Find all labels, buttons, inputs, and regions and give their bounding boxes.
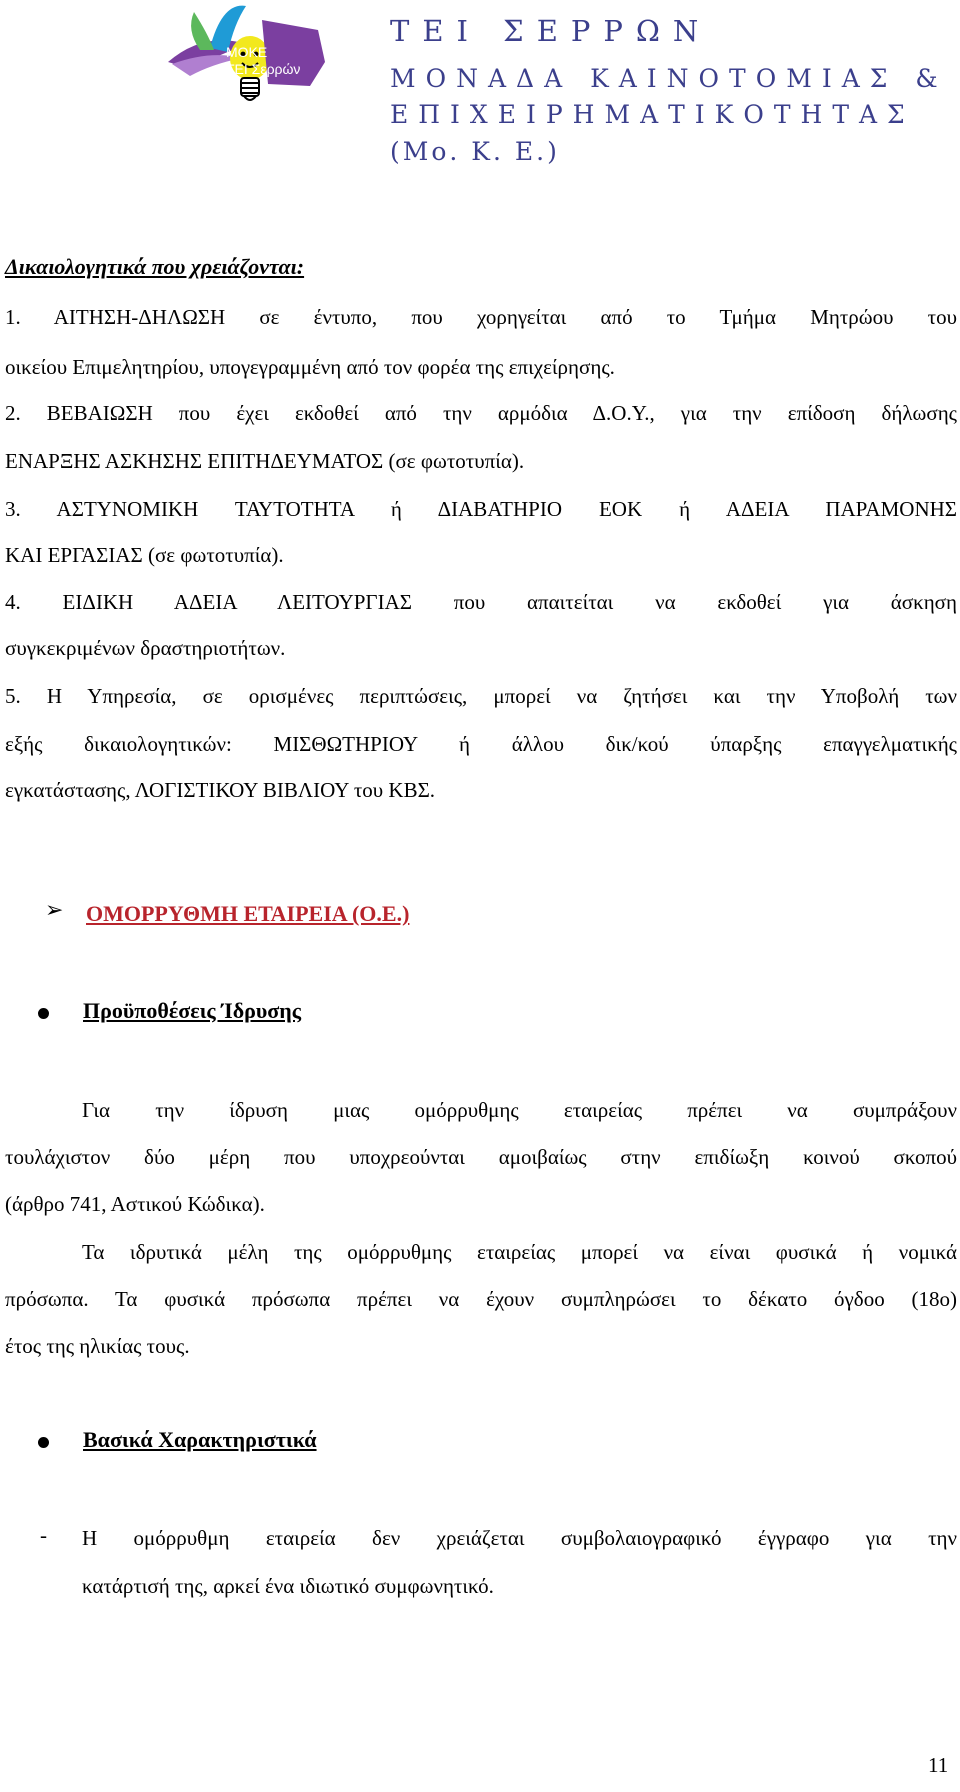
requirements-line: 3. ΑΣΤΥΝΟΜΙΚΗ ΤΑΥΤΟΤΗΤΑ ή ΔΙΑΒΑΤΗΡΙΟ ΕΟΚ ή ΑΔΕΙΑ ΠΑΡΑΜΟΝΗΣ [5,497,957,521]
prerequisites-line: (άρθρο 741, Αστικού Κώδικα). [5,1192,265,1216]
requirements-heading: Δικαιολογητικά που χρειάζονται: [5,254,305,279]
bullet-icon [38,1008,49,1019]
prerequisites-heading: Προϋποθέσεις Ίδρυσης [83,998,302,1023]
logo-line-2: ΤΕΙ Σερρών [226,61,301,77]
prerequisites-line: Τα ιδρυτικά μέλη της ομόρρυθμης εταιρείας μπορεί να είναι φυσικά ή νομικά [82,1240,957,1264]
header-line-2: ΜΟΝΑΔΑ ΚΑΙΝΟΤΟΜΙΑΣ & [390,64,948,93]
header-line-1: ΤΕΙ ΣΕΡΡΩΝ [390,14,712,48]
prerequisites-line: έτος της ηλικίας τους. [5,1334,190,1358]
requirements-line: 1. ΑΙΤΗΣΗ-ΔΗΛΩΣΗ σε έντυπο, που χορηγείται από το Τμήμα Μητρώου του [5,305,957,329]
requirements-line: ΚΑΙ ΕΡΓΑΣΙΑΣ (σε φωτοτυπία). [5,543,284,567]
prerequisites-line: τουλάχιστον δύο μέρη που υποχρεούνται αμοιβαίως στην επιδίωξη κοινού σκοπού [5,1145,957,1169]
section-title: ΟΜΟΡΡΥΘΜΗ ΕΤΑΙΡΕΙΑ (Ο.Ε.) [86,901,410,926]
prerequisites-line: πρόσωπα. Τα φυσικά πρόσωπα πρέπει να έχουν συμπληρώσει το δέκατο όγδοο (18ο) [5,1287,957,1311]
characteristics-heading: Βασικά Χαρακτηριστικά [83,1427,317,1452]
bullet-icon [38,1437,49,1448]
header-line-3: ΕΠΙΧΕΙΡΗΜΑΤΙΚΟΤΗΤΑΣ [390,100,915,129]
characteristics-line: Η ομόρρυθμη εταιρεία δεν χρειάζεται συμβολαιογραφικό έγγραφο για την [82,1526,957,1550]
requirements-line: συγκεκριμένων δραστηριοτήτων. [5,636,286,660]
requirements-line: 2. ΒΕΒΑΙΩΣΗ που έχει εκδοθεί από την αρμόδια Δ.Ο.Υ., για την επίδοση δήλωσης [5,401,957,425]
header-line-4: (Μο. Κ. Ε.) [390,137,560,166]
requirements-line: εγκατάστασης, ΛΟΓΙΣΤΙΚΟΥ ΒΙΒΛΙΟΥ του ΚΒΣ. [5,778,436,802]
prerequisites-line: Για την ίδρυση μιας ομόρρυθμης εταιρείας πρέπει να συμπράξουν [82,1098,957,1122]
characteristics-line: κατάρτισή της, αρκεί ένα ιδιωτικό συμφωνητικό. [82,1574,494,1598]
requirements-line: 4. ΕΙΔΙΚΗ ΑΔΕΙΑ ΛΕΙΤΟΥΡΓΙΑΣ που απαιτείται να εκδοθεί για άσκηση [5,590,957,614]
arrow-bullet-icon: ➢ [45,897,64,922]
requirements-line: οικείου Επιμελητηρίου, υπογεγραμμένη από τον φορέα της επιχείρησης. [5,355,615,379]
requirements-line: ΕΝΑΡΞΗΣ ΑΣΚΗΣΗΣ ΕΠΙΤΗΔΕΥΜΑΤΟΣ (σε φωτοτυπία). [5,449,525,473]
requirements-line: 5. Η Υπηρεσία, σε ορισμένες περιπτώσεις, μπορεί να ζητήσει και την Υποβολή των [5,684,957,708]
logo-line-1: ΜΟΚΕ [226,44,268,60]
dash-bullet: - [40,1523,47,1547]
page-number: 11 [928,1753,949,1777]
requirements-line: εξής δικαιολογητικών: ΜΙΣΘΩΤΗΡΙΟΥ ή άλλου δικ/κού ύπαρξης επαγγελματικής [5,732,957,756]
logo-text [226,44,366,78]
